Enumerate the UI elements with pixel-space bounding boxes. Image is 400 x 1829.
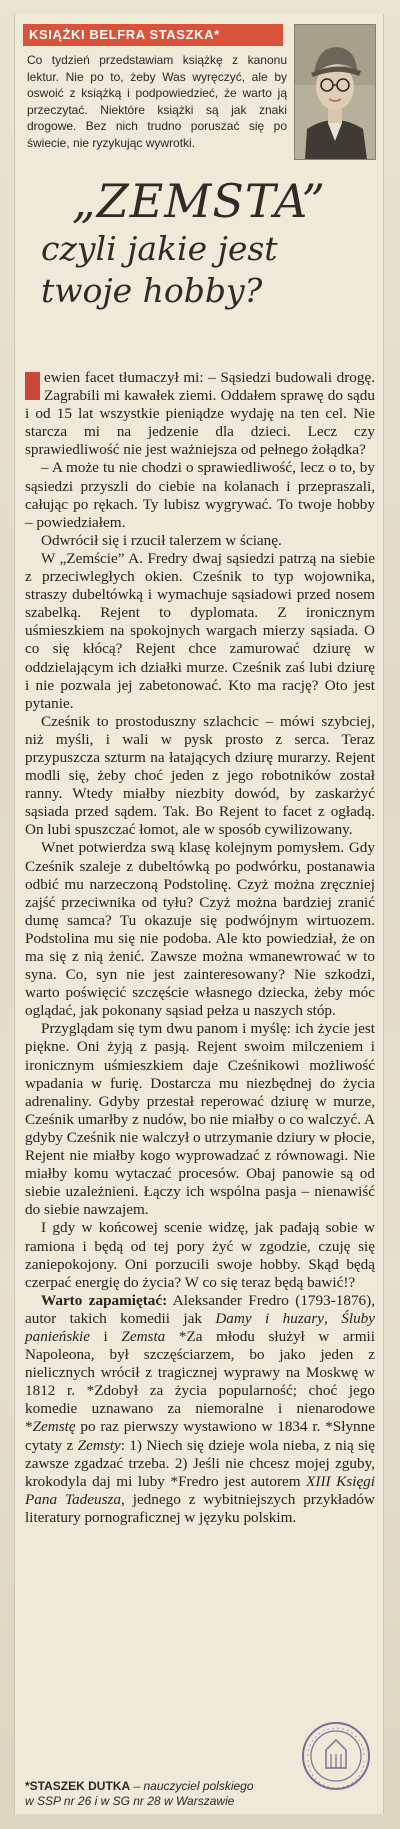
facts-text-c: i: [89, 1327, 122, 1345]
author-footnote: [25, 1779, 325, 1809]
paragraph-facts: [25, 1292, 375, 1527]
article-title: [15, 174, 383, 312]
paragraph-1-text: ewien facet tłumaczył mi: – Sąsiedzi budowali drogę. Zagrabili mi kawałek ziemi. Oddałem sprawę do sądu i od 15 lat wszystkie pieniądze wydaję na ten cel. Nie starcza mi na jedzenie dla dzieci. Lecz czy sprawiedliwość nie jest ważniejsza od pełnego żołądka?: [25, 369, 375, 459]
author-photo: [294, 24, 376, 160]
paragraph-1: [25, 369, 375, 459]
facts-title-5: Zemsty: [77, 1436, 121, 1454]
paragraph-6: Wnet potwierdza swą klasę kolejnym pomysłem. Gdy Cześnik szaleje z dubeltówką po podwórku, postanawia odbić mu narzeczoną Podstolinę. Czyż można zręczniej zajść przeciwnika od tyłu? Czyż można bardziej zranić dumę samca? Tu okazuje się podwójnym wirtuozem. Podstolina mu się nie podoba. Ale kto powiedział, że on ma się z nią żenić. Zawsze można wmanewrować w to syna. Co, syn nie jest zainteresowany? Nie szkodzi, warto poświęcić szczęście własnego dziecka, żeby móc oglądać, jak pokonany sąsiad pełza u naszych stóp.: [25, 839, 375, 1020]
intro-text: Co tydzień przedstawiam książkę z kanonu lektur. Nie po to, żeby Was wyręczyć, ale by oswoić z książką i podpowiedzieć, że warto ją przeczytać. Niektóre książki są jak znaki drogowe. Bez nich trudno poruszać się po świecie, nie ryzykując wywrotki.: [27, 53, 287, 150]
facts-text-d: *Za młodu służył w armii Napoleona, był szczęściarzem, bo jako jeden z nielicznych wrócił z tragicznej wyprawy na Moskwę w 1812 r. *Zdobył za życia popularność; choć jego komedie uznawano za niemoralne i nienarodowe *: [25, 1327, 375, 1436]
facts-title-4: Zemstę: [32, 1418, 76, 1436]
paragraph-5: Cześnik to prostoduszny szlachcic – mówi szybciej, niż myśli, i wali w pysk prosto z serca. Teraz przypuszcza szturm na łatających dziurę murarzy. Rejent modli się, żeby choć jeden z jego robotników został ranny. Wtedy miałby niezbity dowód, by zaskarżyć sąsiada przed sądem. Tak. Bo Rejent to facet z ogładą. On lubi spuszczać łomot, ale w sposób cywilizowany.: [25, 712, 375, 839]
article-column: [14, 14, 384, 1814]
facts-title-3: Zemsta: [121, 1327, 166, 1345]
drop-cap-marker: [25, 372, 40, 400]
column-header-bar: [23, 24, 283, 46]
paragraph-7: Przyglądam się tym dwu panom i myślę: ich życie jest piękne. Oni żyją z pasją. Rejent swoim milczeniem i ironicznym uśmieszkiem daje Cześnikowi możliwość wpadania w furię. Dostarcza mu niezbędnej do życia adrenaliny. Gdyby przestał reperować dziurę w murze, Cześnik umarłby z nudów, bo nie miałby o co walczyć. A gdyby Cześnik nie walczył o utrzymanie dziury w płocie, Rejent nie miałby kogo wyprowadzać z równowagi. Nie miałby komu wytaczać procesów. Obaj panowie są od siebie uzależnieni. Łączy ich wspólna pasja – nienawiść do siebie nawzajem.: [25, 1020, 375, 1219]
facts-text-f: : 1) Niech się dzieje wola nieba, z nią się zawsze zgadzać trzeba. 2) Jeśli nie chcesz mojej zguby, krokodyla daj mi luby *Fredro jest autorem: [25, 1436, 375, 1490]
facts-text-g: , jednego z wybitniejszych przykładów literatury pornograficznej w języku polskim.: [25, 1490, 375, 1526]
footnote-author: *STASZEK DUTKA: [25, 1779, 131, 1793]
title-main: „ZEMSTA”: [71, 174, 327, 228]
footnote-role-2: w SSP nr 26 i w SG nr 28 w Warszawie: [25, 1794, 235, 1808]
facts-title-2: Śluby panieńskie: [25, 1309, 375, 1345]
title-line-2: czyli jakie jest: [41, 229, 278, 268]
library-stamp-icon: [300, 1720, 372, 1792]
facts-title-6: XIII Księgi Pana Tadeusza: [25, 1472, 375, 1508]
column-header-label: KSIĄŻKI BELFRA STASZKA*: [29, 27, 220, 42]
paragraph-3: Odwrócił się i rzucił talerzem w ścianę.: [41, 531, 282, 549]
facts-text-e: po raz pierwszy wystawiono w 1834 r. *Słynne cytaty z: [25, 1418, 375, 1454]
footnote-role: – nauczyciel polskiego: [130, 1779, 254, 1793]
facts-text-b: ,: [324, 1309, 342, 1327]
paragraph-2: – A może tu nie chodzi o sprawiedliwość, lecz o to, by sąsiedzi przyszli do ciebie na kolanach i przepraszali, całując po rękach. Ty lubisz wygrywać. To twoje hobby – powiedziałem.: [25, 459, 375, 531]
article-body: [25, 369, 375, 1527]
title-line-3: twoje hobby?: [41, 271, 263, 310]
facts-lead: Warto zapamiętać:: [41, 1291, 168, 1309]
paragraph-4: W „Zemście” A. Fredry dwaj sąsiedzi patrzą na siebie z przeciwległych okien. Cześnik to typ wojownika, straszy dubeltówką i wymachuje sąsiadowi przed nosem szabelką. Rejent to dyplomata. Z ironicznym uśmieszkiem na spokojnych wargach mierzy sąsiada. O co się kłócą? Rejent chce zamurować dziurę w oddzielającym ich działki murze. Cześnik zaś lubi dziurę i nie pozwala jej zabetonować. Kto ma rację? Oto jest pytanie.: [25, 549, 375, 712]
facts-text-a: Aleksander Fredro (1793-1876), autor takich komedii jak: [25, 1291, 375, 1327]
author-portrait-image: [295, 25, 375, 159]
facts-title-1: Damy i huzary: [215, 1309, 325, 1327]
paragraph-8: I gdy w końcowej scenie widzę, jak padają sobie w ramiona i będą od tej pory żyć w zgodzie, czuję się zaniepokojony. Oni porzucili swoje hobby. Skąd będą czerpać energię do życia? W co się teraz będą bawić!?: [25, 1219, 375, 1291]
library-stamp: [300, 1720, 372, 1792]
